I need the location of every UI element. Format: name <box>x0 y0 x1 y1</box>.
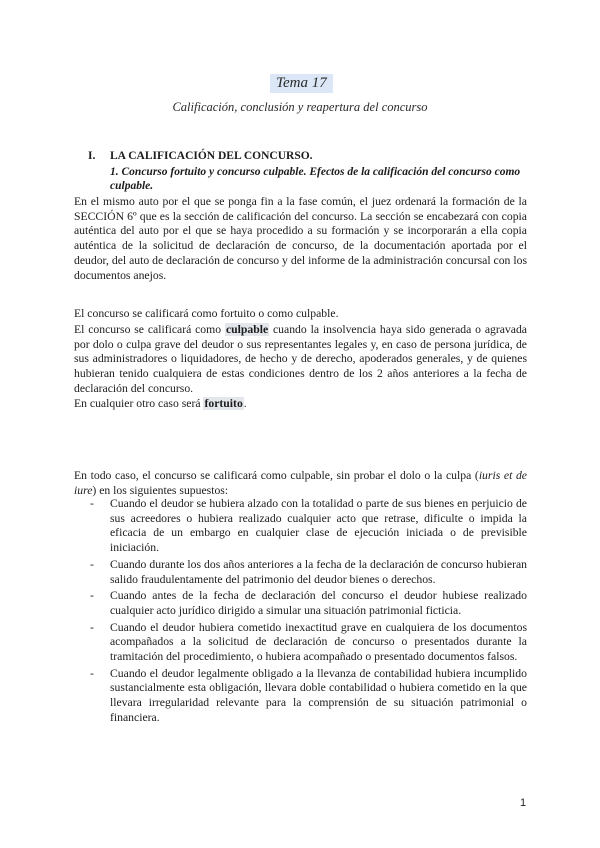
paragraph-calificacion: El concurso se calificará como fortuito o como culpable. <box>74 307 339 320</box>
section-roman-numeral: I. <box>88 150 96 162</box>
subsection-heading: 1. Concurso fortuito y concurso culpable. Efectos de la calificación del concurso como culpable. <box>110 166 521 192</box>
text-fragment: ) en los siguientes supuestos: <box>92 483 229 497</box>
supuestos-list <box>74 497 527 728</box>
paragraph-seccion-sexta: En el mismo auto por el que se ponga fin a la fase común, el juez ordenará la formación de la SECCIÓN 6º que es la sección de calificación del concurso. La sección se encabezará con copia auténtica del auto por el que se haya procedido a su formación y se incorporarán a ella copia auténtica de la solicitud de declaración de concurso, de la documentación aportada por el deudor, del auto de declaración de concurso y del informe de la administración concursal con los documentos anejos. <box>74 195 527 282</box>
text-fragment: En cualquier otro caso será <box>74 396 204 410</box>
paragraph-culpable-definition <box>74 323 527 411</box>
text-fragment: El concurso se calificará como <box>74 323 225 336</box>
text-fragment: cuando la insolvencia haya sido generada o agravada por dolo o culpa grave del deudor o sus representantes legales y, en caso de persona jurídica, de sus administradores o liquidadores, de hecho y de derecho, apoderados generales, y de quienes hubieran tenido cualquiera de estas condiciones dentro de los 2 años anteriores a la fecha de declaración del concurso. <box>74 323 527 395</box>
list-item <box>74 558 527 587</box>
list-item-text: Cuando el deudor hubiera cometido inexactitud grave en cualquiera de los documentos acompañados a la solicitud de declaración de concurso o presentados durante la tramitación del procedimiento, o hubiera acompañado o presentado documentos falsos. <box>110 620 527 664</box>
list-item <box>74 497 527 556</box>
topic-title: Tema 17 <box>270 74 333 93</box>
text-fragment: En todo caso, el concurso se calificará como culpable, sin probar el dolo o la culpa ( <box>74 469 479 482</box>
highlight-fortuito: fortuito <box>204 396 243 410</box>
list-item-text: Cuando el deudor legalmente obligado a la llevanza de contabilidad hubiera incumplido sustancialmente esta obligación, llevara doble contabilidad o hubiera cometido en la que llevara irregularidad relevante para la comprensión de su situación patrimonial o financiera. <box>110 666 527 724</box>
paragraph-supuestos-intro <box>74 469 527 498</box>
section-title: LA CALIFICACIÓN DEL CONCURSO. <box>110 150 313 162</box>
dash-bullet: - <box>90 589 94 603</box>
list-item-text: Cuando antes de la fecha de declaración del concurso el deudor hubiese realizado cualquier acto jurídico dirigido a simular una situación patrimonial ficticia. <box>110 589 527 617</box>
latin-phrase: iuris et de iure <box>74 469 527 497</box>
list-item <box>74 589 527 618</box>
list-item <box>74 621 527 665</box>
list-item <box>74 667 527 726</box>
dash-bullet: - <box>90 620 94 634</box>
dash-bullet: - <box>90 666 94 680</box>
highlight-culpable: culpable <box>225 323 269 336</box>
list-item-text: Cuando durante los dos años anteriores a la fecha de la declaración de concurso hubieran salido fraudulentamente del patrimonio del deudor bienes o derechos. <box>110 557 527 586</box>
dash-bullet: - <box>90 557 94 571</box>
list-item-text: Cuando el deudor se hubiera alzado con la totalidad o parte de sus bienes en perjuicio de sus acreedores o hubiera realizado cualquier acto que retrase, dificulte o impida la eficacia de un embargo en cualquier clase de ejecución iniciada o de previsible iniciación. <box>110 497 527 555</box>
dash-bullet: - <box>90 497 94 510</box>
page-number: 1 <box>520 797 527 809</box>
topic-subtitle: Calificación, conclusión y reapertura del concurso <box>172 100 428 114</box>
text-fragment: . <box>243 396 247 410</box>
